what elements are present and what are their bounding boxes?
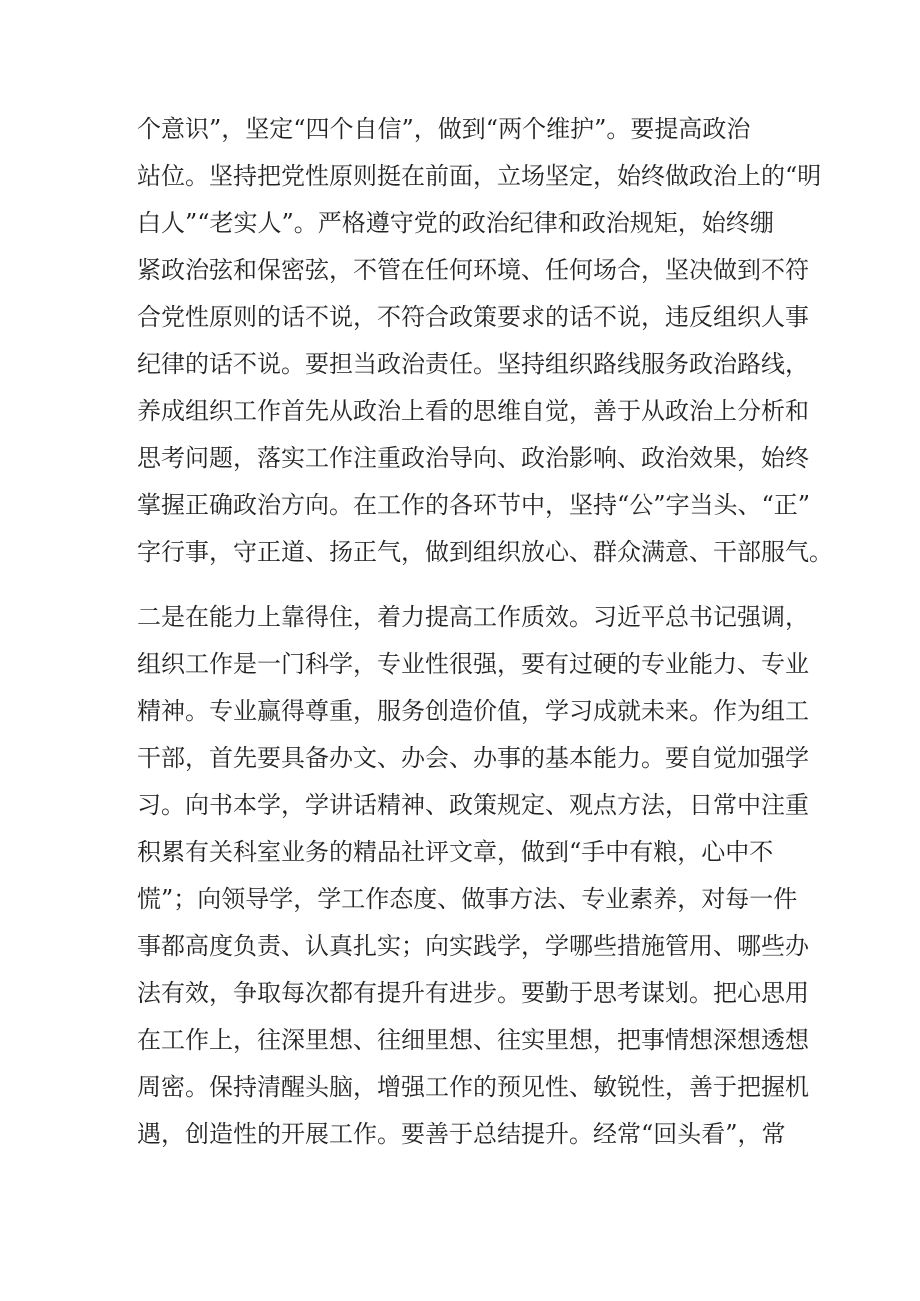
text-line: 字行事，守正道、扬正气，做到组织放心、群众满意、干部服气。 bbox=[137, 538, 833, 566]
text-line: 事都高度负责、认真扎实；向实践学，学哪些措施管用、哪些办 bbox=[137, 932, 809, 960]
text-line: 思考问题，落实工作注重政治导向、政治影响、政治效果，始终 bbox=[137, 444, 809, 472]
paragraph bbox=[137, 594, 837, 1158]
text-line: 纪律的话不说。要担当政治责任。坚持组织路线服务政治路线， bbox=[137, 350, 809, 378]
text-line: 站位。坚持把党性原则挺在前面，立场坚定，始终做政治上的“明 bbox=[137, 162, 822, 190]
text-line: 干部，首先要具备办文、办会、办事的基本能力。要自觉加强学 bbox=[137, 744, 809, 772]
text-line: 合党性原则的话不说，不符合政策要求的话不说，违反组织人事 bbox=[137, 303, 809, 331]
text-line: 精神。专业赢得尊重，服务创造价值，学习成就未来。作为组工 bbox=[137, 697, 809, 725]
text-line: 遇，创造性的开展工作。要善于总结提升。经常“回头看”，常 bbox=[137, 1120, 786, 1148]
text-line: 周密。保持清醒头脑，增强工作的预见性、敏锐性，善于把握机 bbox=[137, 1073, 809, 1101]
text-line: 个意识”，坚定“四个自信”，做到“两个维护”。要提高政治 bbox=[137, 115, 751, 143]
text-line: 法有效，争取每次都有提升有进步。要勤于思考谋划。把心思用 bbox=[137, 979, 809, 1007]
text-line: 组织工作是一门科学，专业性很强，要有过硬的专业能力、专业 bbox=[137, 650, 809, 678]
text-line: 二是在能力上靠得住，着力提高工作质效。习近平总书记强调， bbox=[137, 603, 809, 631]
text-line: 积累有关科室业务的精品社评文章，做到“手中有粮，心中不 bbox=[137, 838, 774, 866]
text-line: 在工作上，往深里想、往细里想、往实里想，把事情想深想透想 bbox=[137, 1026, 809, 1054]
text-line: 习。向书本学，学讲话精神、政策规定、观点方法，日常中注重 bbox=[137, 791, 809, 819]
paragraph bbox=[137, 106, 837, 576]
text-line: 白人”“老实人”。严格遵守党的政治纪律和政治规矩，始终绷 bbox=[137, 209, 774, 237]
text-line: 掌握正确政治方向。在工作的各环节中，坚持“公”字当头、“正” bbox=[137, 491, 811, 519]
text-line: 慌”；向领导学，学工作态度、做事方法、专业素养，对每一件 bbox=[137, 885, 798, 913]
text-line: 养成组织工作首先从政治上看的思维自觉，善于从政治上分析和 bbox=[137, 397, 809, 425]
text-line: 紧政治弦和保密弦，不管在任何环境、任何场合，坚决做到不符 bbox=[137, 256, 809, 284]
